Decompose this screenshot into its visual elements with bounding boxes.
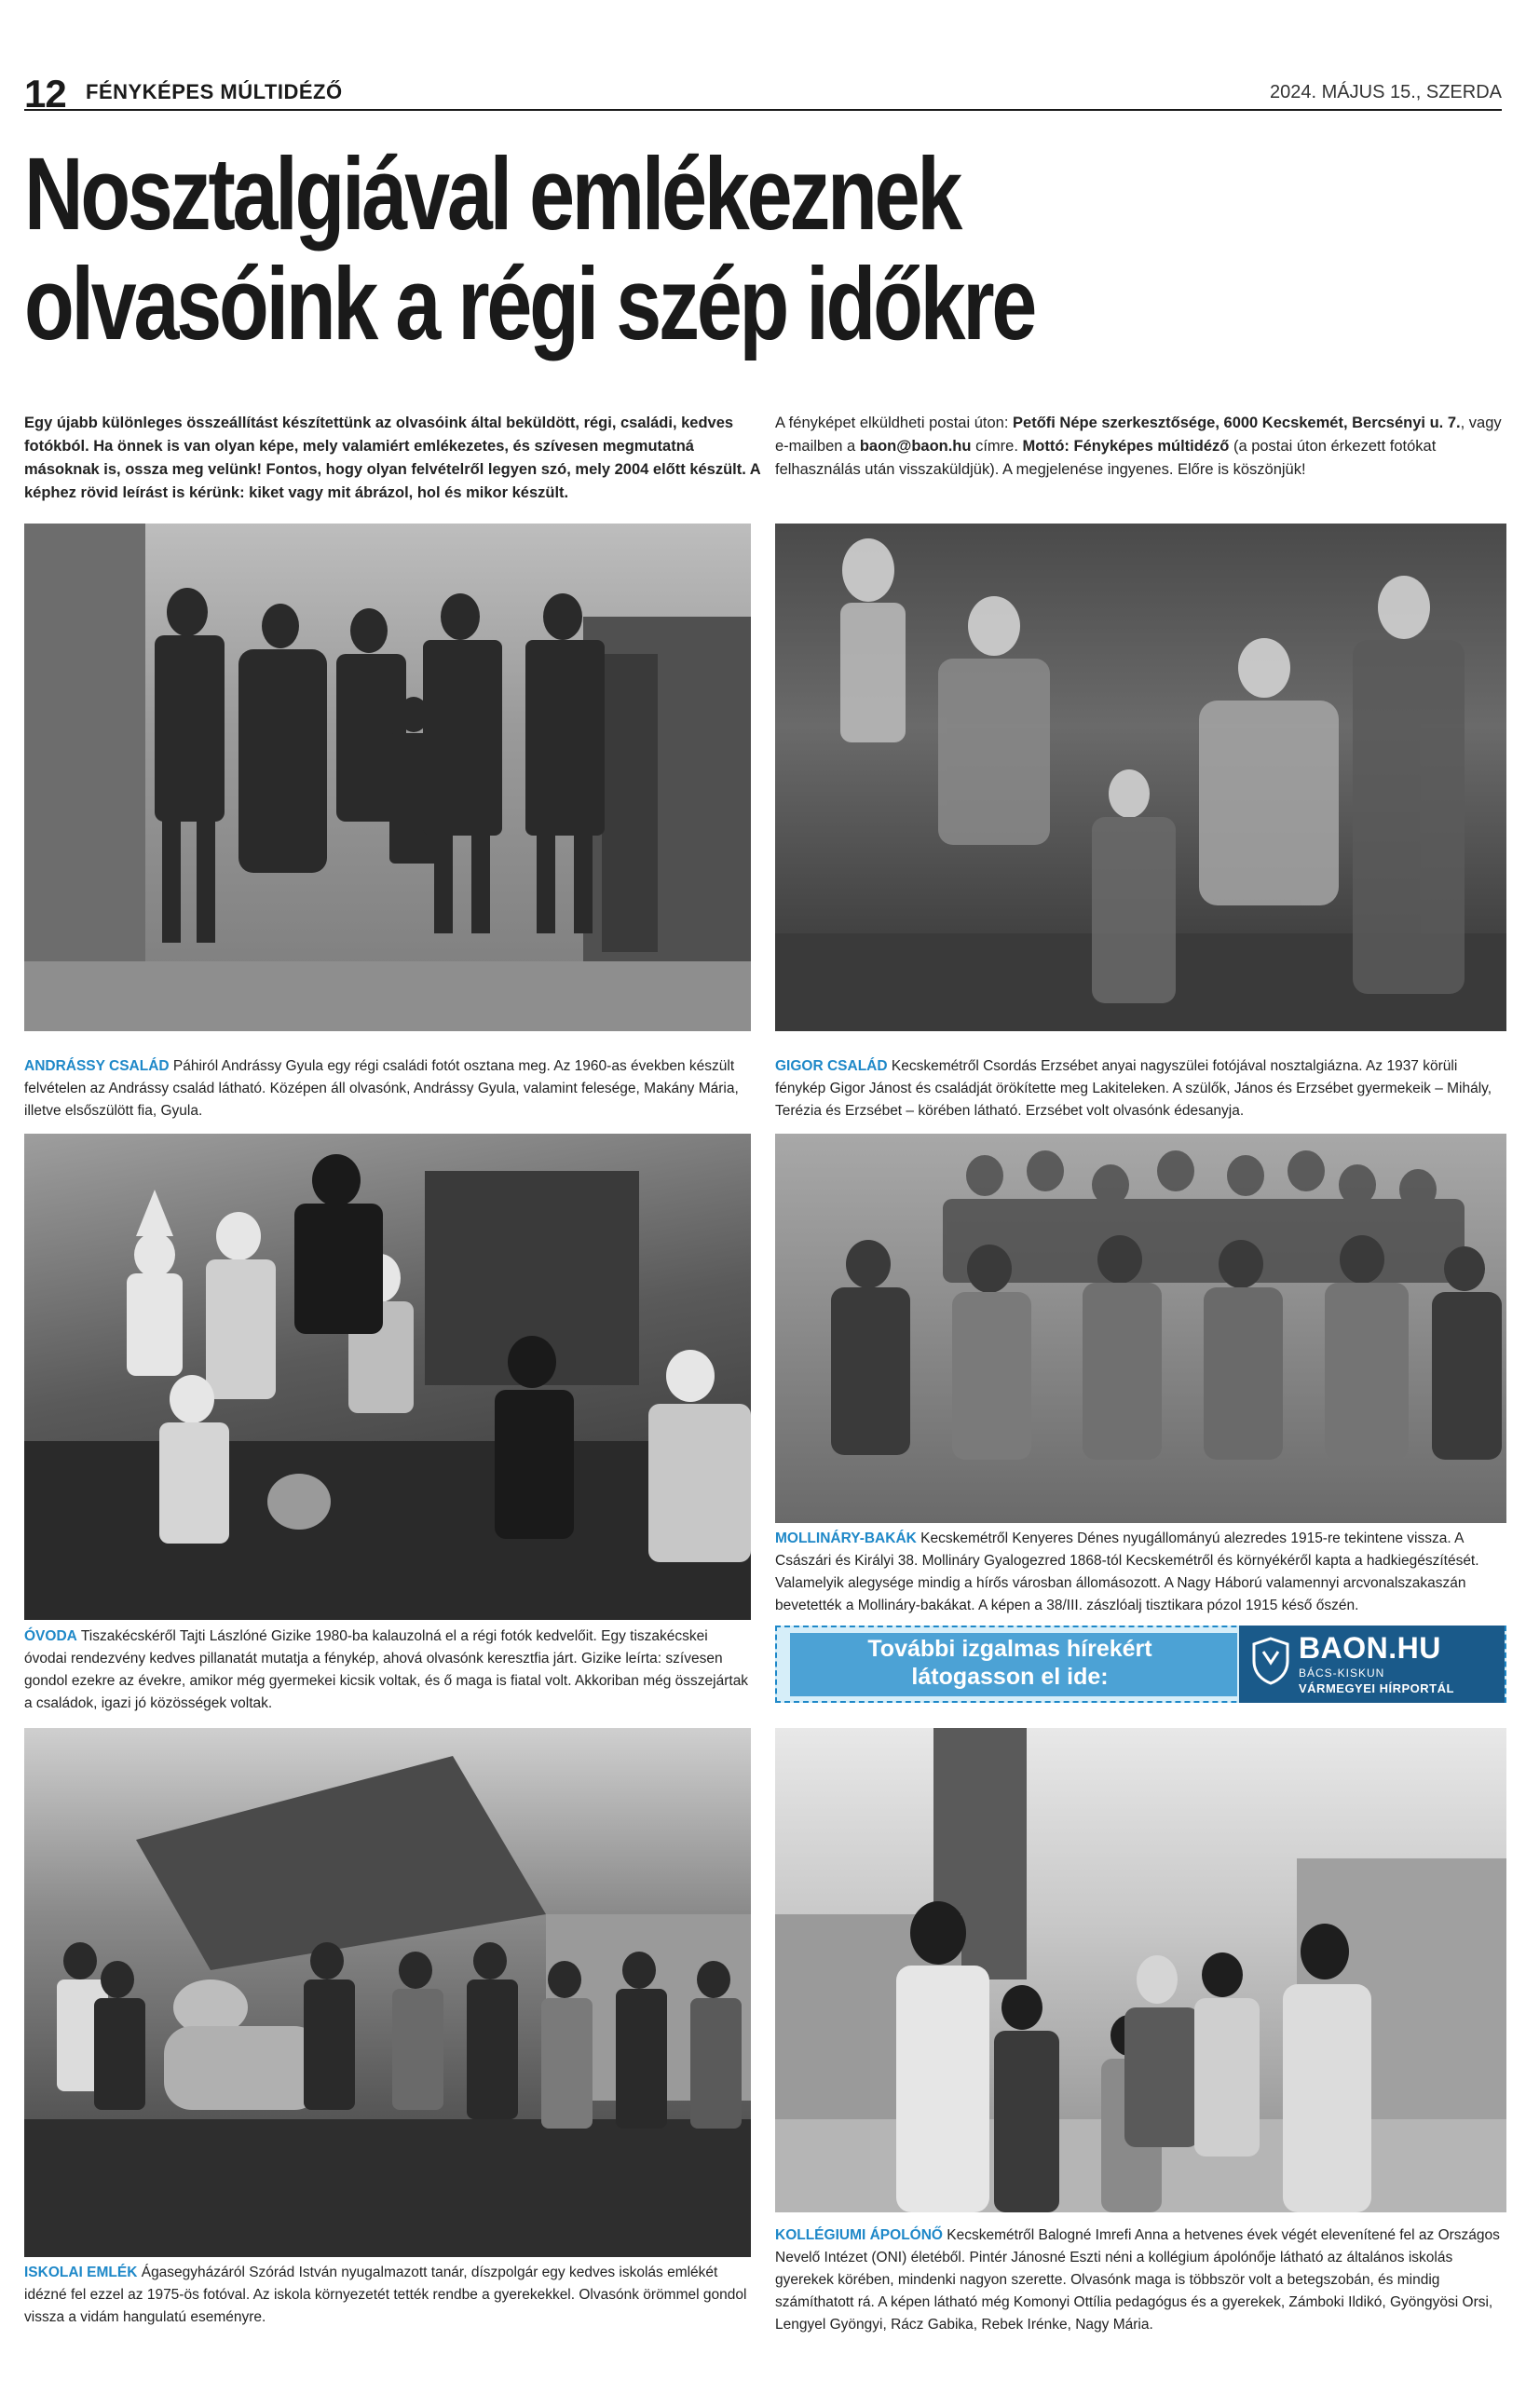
intro-right-email[interactable]: baon@baon.hu	[859, 438, 972, 455]
baon-brand-name: BAON.HU	[1299, 1631, 1441, 1665]
caption-label: ISKOLAI EMLÉK	[24, 2265, 138, 2280]
caption-school	[24, 2262, 751, 2329]
intro-left: Egy újabb különleges összeállítást készítettünk az olvasóink által beküldött, régi, családi, kedves fotókból. Ha önnek is van olyan képe, mely valamiért emlékezetes, és szívesen megmutatná másoknak is, ossza meg velünk! Fontos, hogy olyan felvételről legyen szó, mely 2004 előtt készült. A képhez rövid leírást is kérünk: kiket vagy mit ábrázol, hol és mikor készült.	[24, 415, 761, 501]
caption-nurse	[775, 2224, 1506, 2336]
issue-date: 2024. MÁJUS 15., SZERDA	[1270, 82, 1502, 102]
caption-text: Kecskemétről Kenyeres Dénes nyugállományú alezredes 1915-re tekintene vissza. A Császári és Királyi 38. Mollináry Gyalogezred 1868-tól Kecskemétről és környékéről kapta a hadkiegészítését. Valamelyik alegysége mindig a hírős városban állomásozott. A Nagy Háború valamennyi arcvonalszakaszán bevetették a Mollináry-bakákat. A képen a 38/III. zászlóalj tisztikara pózol 1915 késő őszén.	[775, 1531, 1479, 1613]
photo-school-memory	[24, 1728, 751, 2257]
intro-right-text-1: A fényképet elküldheti postai úton:	[775, 415, 1014, 431]
photo-mollinary-soldiers	[775, 1134, 1506, 1523]
banner-text	[777, 1635, 1243, 1691]
photo-andrassy-family	[24, 524, 751, 1031]
caption-text: Kecskemétről Csordás Erzsébet anyai nagyszülei fotójával nosztalgiázna. Az 1937 körüli fénykép Gigor Jánost és családját örökítette meg Lakiteleken. A szülők, János és Erzsébet gyermekeik – Mihály, Terézia és Erzsébet – körében látható. Erzsébet volt olvasónk édesanyja.	[775, 1058, 1492, 1119]
headline-line-1: Nosztalgiával emlékeznek	[24, 137, 961, 252]
baon-logo[interactable]	[1239, 1626, 1505, 1703]
header-rule	[24, 109, 1502, 111]
caption-gigor	[775, 1055, 1506, 1122]
intro-right-text-3: címre.	[971, 438, 1023, 455]
caption-text: Tiszakécskéről Tajti Lászlóné Gizike 1980-ba kalauzolná el a régi fotók kedvelőit. Egy tiszakécskei óvodai rendezvény kedves pillanatát mutatja a fénykép, ahová olvasónk keresztfia járt. Gizike leírta: szívesen gondol ezekre az évekre, amikor még gyermekei kicsik voltak, és ő maga is fiatal volt. Akkoriban még összejártak a családok, igazi jó közösségek voltak.	[24, 1628, 749, 1711]
baon-banner[interactable]	[775, 1626, 1506, 1703]
banner-line-1: További izgalmas hírekért	[867, 1636, 1152, 1662]
intro-right	[775, 412, 1506, 482]
caption-label: MOLLINÁRY-BAKÁK	[775, 1531, 917, 1546]
caption-mollinary	[775, 1528, 1506, 1617]
intro-right-text-4: (a postai úton érkezett fotókat felhasználás után visszaküldjük). A megjelenése ingyenes. Előre is köszönjük!	[775, 438, 1437, 478]
photo-gigor-family	[775, 524, 1506, 1031]
baon-subtitle-1: BÁCS-KISKUN	[1299, 1667, 1385, 1680]
headline-line-2: olvasóink a régi szép időkre	[24, 247, 1035, 361]
caption-kindergarten	[24, 1626, 751, 1715]
caption-label: ÓVODA	[24, 1628, 77, 1644]
page-number: 12	[24, 72, 66, 116]
caption-andrassy	[24, 1055, 751, 1122]
caption-label: ANDRÁSSY CSALÁD	[24, 1058, 170, 1074]
shield-icon	[1252, 1637, 1289, 1685]
headline	[24, 137, 1500, 361]
caption-label: KOLLÉGIUMI ÁPOLÓNŐ	[775, 2227, 943, 2243]
caption-label: GIGOR CSALÁD	[775, 1058, 888, 1074]
intro-right-text-2: , vagy e-mailben a	[775, 415, 1502, 455]
photo-kindergarten	[24, 1134, 751, 1620]
intro-right-address: Petőfi Népe szerkesztősége, 6000 Kecskemét, Bercsényi u. 7.	[1013, 415, 1461, 431]
intro-right-motto: Mottó: Fényképes múltidéző	[1022, 438, 1230, 455]
photo-college-nurse	[775, 1728, 1506, 2212]
caption-text: Kecskemétről Balogné Imrefi Anna a hetvenes évek végét elevenítené fel az Országos Nevelő Intézet (ONI) életéből. Pintér Jánosné Eszti néni a kollégium ápolónője látható az általános iskolás gyerekek körében, mindenki nagyon szerette. Olvasónk maga is többször volt a betegszobán, és mindig számíthatott rá. A képen látható még Komonyi Ottília pedagógus és a gyerekek, Zámboki Ildikó, Gyöngyösi Orsi, Lengyel Gyöngyi, Rácz Gabika, Rebek Irénke, Nagy Mária.	[775, 2227, 1500, 2333]
baon-subtitle-2: VÁRMEGYEI HÍRPORTÁL	[1299, 1681, 1454, 1695]
caption-text: Ágasegyházáról Szórád István nyugalmazott tanár, díszpolgár egy kedves iskolás emlékét idézné fel ezzel az 1975-ös fotóval. Az iskola környezetét tették rendbe a gyerekekkel. Olvasónk örömmel gondol vissza a vidám hangulatú eseményre.	[24, 2265, 747, 2325]
banner-line-2: látogasson el ide:	[911, 1664, 1109, 1690]
section-title: FÉNYKÉPES MÚLTIDÉZŐ	[86, 80, 343, 103]
caption-text: Páhiról Andrássy Gyula egy régi családi fotót osztana meg. Az 1960-as években készült felvételen az Andrássy család látható. Középen áll olvasónk, Andrássy Gyula, valamint felesége, Makány Mária, illetve elsőszülött fia, Gyula.	[24, 1058, 739, 1119]
